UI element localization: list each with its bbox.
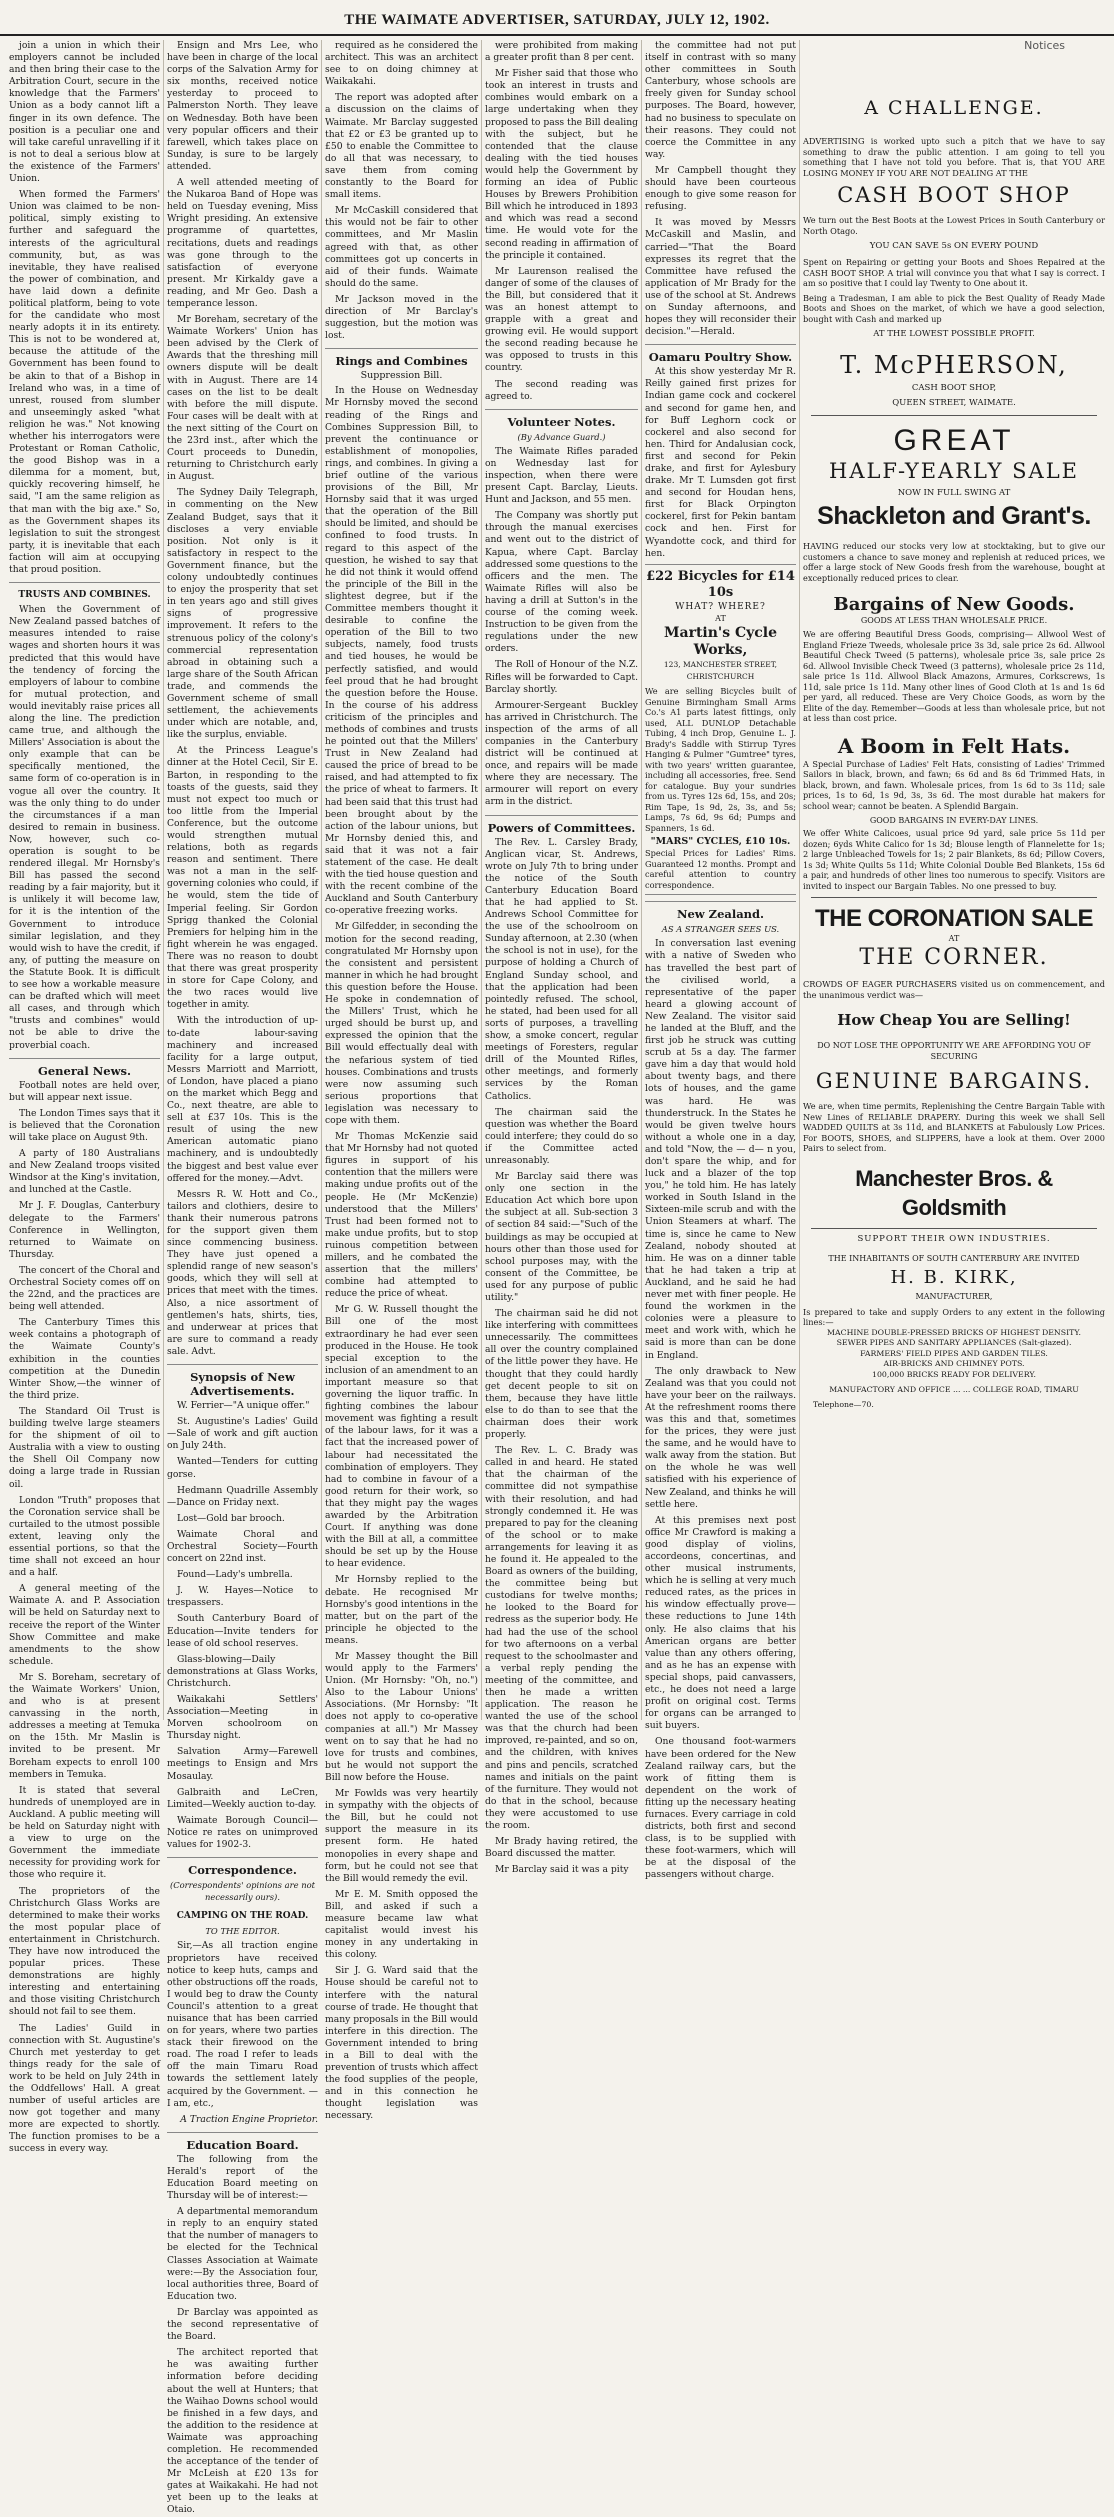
paragraph: Mr Fisher said that those who took an interest in trusts and combines would embark on a large undertaking when they proposed to pass the Bill dealing with the subject, but he contended that the clause dealing with the tied houses would help the Government by forming an idea of Public Houses by Brewers Prohibition Bill which he introduced in 1893 and which was read a second time. He would vote for the second reading in affirmation of the principle it contained.: [485, 68, 638, 261]
bicycle-ad-body: We are selling Bicycles built of Genuine Birmingham Small Arms Co.'s A1 parts latest fittings, only used, ALL DUNLOP Detachable Tubing, 4 inch Drop, Genuine L. J. Brady's Saddle with Stirrup Tyres Hanging & Pulmer "Gumtree" tyres, with two years' written guarantee, including all accessories, free. Send for catalogue. Buy your sundries from us. Tyres 12s 6d, 15s, and 20s; Rim Tape, 1s 9d, 2s, 3s, and 5s; Lamps, 7s 6d, 9s 6d; Pumps and Spanners, 1s 6d.: [645, 686, 796, 833]
paragraph: were prohibited from making a greater profit than 8 per cent.: [485, 40, 638, 64]
inhabitants-line: THE INHABITANTS OF SOUTH CANTERBURY ARE INVITED: [828, 1253, 1080, 1263]
paragraph: Mr Fowlds was very heartily in sympathy with the objects of the Bill, but he could not support the measure in its present form. He hated monopolies in every shape and form, but he could not see that the Bill would remedy the evil.: [325, 1788, 478, 1884]
section-heading-rings-combines: Rings and Combines: [325, 348, 478, 368]
letter-body: Sir,—As all traction engine proprietors have received notice to keep huts, camps and other obstructions off the roads, I would beg to draw the County Council's attention to a great nuisance that has been carried on for years, where two parties stack their firewood on the road. The road I refer to leads off the main Timaru Road towards the settlement lately acquired by the Government. — I am, etc.,: [167, 1940, 318, 2109]
manchester-goldsmith-name: Manchester Bros. & Goldsmith: [855, 1165, 1053, 1220]
paragraph: Mr E. M. Smith opposed the Bill, and asked if such a measure became law what capitalist would invest his money in any undertaking in this colony.: [325, 1888, 478, 1961]
divider: [811, 897, 1097, 898]
now-full-swing: NOW IN FULL SWING AT: [897, 488, 1011, 498]
letter-signature: A Traction Engine Proprietor.: [180, 2113, 318, 2125]
bicycle-ad-shop-name: Martin's Cycle Works,: [664, 624, 777, 658]
news-item: The proprietors of the Christchurch Glass Works are determined to make their works the most popular place of entertainment in Christchurch. They have now introduced the popular prices. These demonstrations are highly interesting and entertaining and those visiting Christchurch should not fail to see them.: [9, 1885, 160, 2018]
bicycle-ad-at: AT: [715, 613, 726, 623]
section-heading-volunteer: Volunteer Notes.: [485, 409, 638, 429]
synopsis-item: Wanted—Tenders for cutting gorse.: [167, 1456, 318, 1480]
section-heading-education-board: Education Board.: [167, 2132, 318, 2152]
good-bargains-body: We offer White Calicoes, usual price 9d yard, sale price 5s 11d per dozen; 6yds White Calico for 1s 3d; Blouse length of Flannelette for 1s; 2 large Unbleached Towels for 1s; 2 pair Blankets, 8s 6d; Pillow Covers, 1s 3d; White Quilts 5s 11d; White Colonial Double Bed Blankets, 15s 6d a pair, and hundreds of other lines too numerous to specify. Visitors are invited to inspect our Bargain Tables. No one pressed to buy.: [803, 828, 1105, 891]
column-1: [6, 40, 163, 2155]
coronation-sale-title: THE CORONATION SALE: [814, 905, 1094, 932]
advertisement-column: [799, 40, 1108, 1720]
coronation-sale-advertisement: [803, 904, 1105, 1222]
masthead: [0, 0, 1114, 36]
news-item: Mr J. F. Douglas, Canterbury delegate to the Farmers' Conference in Wellington, returned to Waimate on Thursday.: [9, 1200, 160, 1260]
news-item: A well attended meeting of the Nukaroa Band of Hope was held on Tuesday evening, Miss Wright presiding. An extensive programme of quartettes, recitations, duets and readings was gone through to the satisfaction of everyone present. Mr Kirkaldy gave a reading, and Mr Geo. Dash a temperance lesson.: [167, 177, 318, 309]
genuine-bargains-title: GENUINE BARGAINS.: [815, 1069, 1093, 1093]
cash-boot-shop-title: CASH BOOT SHOP: [837, 183, 1071, 207]
column-3: [321, 40, 481, 2122]
kirk-body: Is prepared to take and supply Orders to any extent in the following lines:—: [803, 1306, 1105, 1327]
notices-label: Notices: [1024, 39, 1065, 52]
paragraph: The chairman said he did not like interfering with committees unnecessarily. The committees all over the country complained of the little power they have. He thought that they could hardly get decent people to sit on them, because they have little else to do than to see that the chairman does their work properly.: [485, 1308, 638, 1441]
kirk-product: AIR-BRICKS AND CHIMNEY POTS.: [883, 1359, 1025, 1368]
synopsis-item: Waimate Choral and Orchestral Society—Fourth concert on 22nd inst.: [167, 1528, 318, 1565]
paragraph: The second reading was agreed to.: [485, 378, 638, 402]
paragraph: At this show yesterday Mr R. Reilly gained first prizes for Indian game cock and cockerel and second for game hen, and for Buff Leghorn cock or cockerel and also second for hen. Third for Andalusian cock, first and second for Pekin drake, and first for Aylesbury drake. Mr T. Lumsden got first and second for Houdan hens, first for Black Orpington cockerel, first for Pekin bantam cock and hen. First for Wyandotte cock, and third for hen.: [645, 366, 796, 559]
news-item: London "Truth" proposes that the Coronation service shall be curtailed to the utmost possible extent, leaving only the essential portions, so that the time shall not exceed an hour and a half.: [9, 1494, 160, 1579]
paragraph: The Rev. L. C. Brady was called in and heard. He stated that the chairman of the committee did not sympathise with their resolution, and had strongly condemned it. He was prepared to pay for the cleaning of the school or to make arrangements for leaving it as he found it. He appealed to the Board as owners of the building, the committee being but custodians for twelve months; he looked to the Board for redress as the superior body. He had had the use of the school for two afternoons on a verbal request to the schoolmaster and a verbal reply pending the meeting of the committee, and then he made a written application. The reason he wanted the use of the school was that the church had been improved, re-painted, and so on, and the children, with knives and pins and pencils, scratched names and initials on the paint of the furniture. They would not do that in the school, because they were accustomed to use the room.: [485, 1445, 638, 1832]
news-item: Mr S. Boreham, secretary of the Waimate Workers' Union, and who is at present canvassing in the north, addresses a meeting at Temuka on the 15th. Mr Maslin is invited to be present. Mr Boreham expects to enroll 100 members in Temuka.: [9, 1671, 160, 1780]
paragraph: Armourer-Sergeant Buckley has arrived in Christchurch. The inspection of the arms of all companies in the Canterbury district will be continued at once, and repairs will be made where they are necessary. The armourer will report on every arm in the district.: [485, 699, 638, 808]
news-item: Messrs R. W. Hott and Co., tailors and clothiers, desire to thank their numerous patrons for the support given them since commencing business. They have just opened a splendid range of new season's goods, which they will sell at prices that meet with the times. Also, a nice assortment of gentlemen's hats, shirts, ties, and underwear at prices that are sure to command a ready sale. Advt.: [167, 1188, 318, 1357]
bargains-title: Bargains of New Goods.: [833, 594, 1075, 615]
column-4: [481, 40, 641, 1876]
felt-hats-body: A Special Purchase of Ladies' Felt Hats, consisting of Ladies' Trimmed Sailors in black, brown, and fawn; 6s 6d and 8s 6d Trimmed Hats, in black, brown, and fawn. Wholesale prices, from 1s 6d to 3s 11d; sale prices, 1s to 6d, 1s 9d, 3s, 3s 6d. The most durable hat makers for school wear; cannot be beaten. A Splendid Bargain.: [803, 758, 1105, 811]
kirk-product: MACHINE DOUBLE-PRESSED BRICKS OF HIGHEST DENSITY.: [826, 1327, 1081, 1337]
synopsis-item: J. W. Hayes—Notice to trespassers.: [167, 1585, 318, 1609]
news-item: Ensign and Mrs Lee, who have been in charge of the local corps of the Salvation Army for six months, received notice yesterday to proceed to Palmerston North. They leave on Wednesday. Both have been very popular officers and their farewell, which takes place on Sunday, is sure to be largely attended.: [167, 40, 318, 172]
news-item: A party of 180 Australians and New Zealand troops visited Windsor at the King's invitation, and lunched at the Castle.: [9, 1148, 160, 1196]
cash-body-1: We turn out the Best Boots at the Lowest Prices in South Canterbury or North Otago.: [803, 215, 1105, 236]
synopsis-item: Waimate Borough Council—Notice re rates on unimproved values for 1902-3.: [167, 1814, 318, 1851]
news-item: It is stated that several hundreds of unemployed are in Auckland. A public meeting will be held on Saturday night with a view to urge on the Government the immediate necessity for providing work for those who require it.: [9, 1784, 160, 1881]
kirk-product-list: [803, 1328, 1105, 1381]
paragraph: Mr Barclay said there was only one section in the Education Act which bore upon the subject at all. Sub-section 3 of section 84 said:—"Such of the buildings as may be occupied at hours other than those used for school purposes may, with the consent of the Committee, be used for any purpose of public utility.": [485, 1171, 638, 1303]
paragraph: Mr Thomas McKenzie said that Mr Hornsby had not quoted figures in support of his contention that the millers were making undue profits out of the people. He (Mr McKenzie) understood that the Millers' Trust had been formed not to make undue profits, but to stop ruinous competition between millers, and he combated the assertion that the millers' combine had attempted to reduce the price of wheat.: [325, 1131, 478, 1300]
mcpherson-name: T. McPHERSON,: [840, 351, 1068, 379]
kirk-address: MANUFACTORY AND OFFICE ... ... COLLEGE ROAD, TIMARU: [829, 1385, 1079, 1394]
paragraph: The Waimate Rifles paraded on Wednesday last for inspection, when there were present Capt. Barclay, Lieuts. Hunt and Jackson, and 55 men.: [485, 445, 638, 506]
synopsis-item: St. Augustine's Ladies' Guild—Sale of work and gift auction on July 24th.: [167, 1416, 318, 1452]
section-heading-new-zealand: New Zealand.: [645, 901, 796, 921]
paragraph: Mr G. W. Russell thought the Bill one of the most extraordinary he had ever seen produced in the House. He took special exception to the inclusion of an amendment to an important measure so that governing the liquor traffic. In fighting combines the labour movement was fighting a result of the labour laws, for it was a fact that the increased power of labour had necessitated the combination of employers. They had to combine in favour of a good return for their work, so that they might pay the wages awarded by the Arbitration Court. If anything was done with the Bill at all, a committee should be set up by the House to hear evidence.: [325, 1304, 478, 1570]
paragraph: Dr Barclay was appointed as the second representative of the Board.: [167, 2306, 318, 2343]
kirk-product: FARMERS' FIELD PIPES AND GARDEN TILES.: [860, 1348, 1048, 1358]
paragraph: join a union in which their employers cannot be included and then bring their case to the Arbitration Court, secure in the knowledge that the Farmers' Union as a body cannot lift a finger in its own defence. The position is a peculiar one and will take careful unravelling if it is not to deal a serious blow at the existence of the Farmers' Union.: [9, 40, 160, 185]
bicycle-ad-footer: Special Prices for Ladies' Rims. Guaranteed 12 months. Prompt and careful attention to country correspondence.: [645, 848, 796, 890]
section-heading-poultry: Oamaru Poultry Show.: [645, 344, 796, 364]
section-heading-synopsis: Synopsis of New Advertisements.: [167, 1364, 318, 1398]
synopsis-item: Galbraith and LeCren, Limited—Weekly auction to-day.: [167, 1786, 318, 1810]
shackleton-body: HAVING reduced our stocks very low at stocktaking, but to give our customers a chance to save money and replenish at reduced prices, we offer a large stock of New Goods fresh from the warehouse, bought at exceptionally reduced prices to clear.: [803, 541, 1105, 583]
letter-heading: CAMPING ON THE ROAD.: [176, 1911, 309, 1922]
half-yearly-sale-advertisement: [803, 424, 1105, 891]
news-item: At the Princess League's dinner at the Hotel Cecil, Sir E. Barton, in responding to the toasts of the guests, said they must not expect too much or too little from the Imperial Conference, but the outcome would strengthen mutual relations, both as regards reason and sentiment. There was not a man in the self-governing colonies who could, if he would, stem the tide of Imperial feeling. Sir Gordon Sprigg thanked the Colonial Premiers for helping him in the fight wherein he was engaged. There was no reason to doubt that there was great prosperity in store for Cape Colony, and the two races would live together in amity.: [167, 745, 318, 1011]
paragraph: At this premises next post office Mr Crawford is making a good display of violins, accordeons, concertinas, and other musical instruments, which he is selling at very much reduced rates, as the prices in his window effectually prove—these reductions to June 14th only. He also claims that his American organs are better value than any others offering, and as he has an expense with special shops, paid canvassers, etc., he does not need a large profit on original cost. Terms for organs can be arranged to suit buyers.: [645, 1514, 796, 1732]
paragraph: Mr Massey thought the Bill would apply to the Farmers' Union. (Mr Hornsby: "Oh, no.") Also to the Labour Unions' Associations. (Mr Hornsby: "It does not apply to co-operative companies at all.") Mr Massey went on to say that he had no love for trusts and combines, but he would not support the Bill now before the House.: [325, 1651, 478, 1783]
kirk-advertisement: [803, 1234, 1105, 1411]
how-cheap-slogan: How Cheap You are Selling!: [837, 1011, 1071, 1029]
news-item: A general meeting of the Waimate A. and P. Association will be held on Saturday next to receive the report of the Winter Show Committee and make amendments to the show schedule.: [9, 1583, 160, 1667]
news-item: Football notes are held over, but will appear next issue.: [9, 1079, 160, 1103]
synopsis-item: W. Ferrier—"A unique offer.": [177, 1400, 310, 1412]
paragraph: When the Government of New Zealand passed batches of measures intended to raise wages and shorten hours it was predicted that this would have the tendency of forcing the employers of labour to combine for mutual protection, and would inevitably raise prices all along the line. The prediction came true, and although the Millers' Association is about the only example that can be specifically mentioned, the same form of co-operation is in vogue all over the country. It was the only thing to do under the circumstances if a man desired to remain in business. Now, however, such co-operation is sought to be rendered illegal. Mr Hornsby's Bill has passed the second reading by a fair majority, but it is unlikely it will become law, for it is the intention of the Government to introduce similar legislation, and they would wish to have the credit, if any, of putting the measure on the Statute Book. It is difficult to see how a workable measure can be drafted which will meet all cases, and through which "trusts and combines" would not be able to drive the proverbial coach.: [9, 604, 160, 1051]
column-5: [641, 40, 799, 1881]
bargains-subtitle: GOODS AT LESS THAN WHOLESALE PRICE.: [860, 616, 1048, 625]
paragraph: Mr Brady having retired, the Board discussed the matter.: [485, 1836, 638, 1860]
section-heading-correspondence: Correspondence.: [167, 1857, 318, 1877]
news-item: The concert of the Choral and Orchestral Society comes off on the 22nd, and the practices are being well attended.: [9, 1264, 160, 1313]
challenge-title: A CHALLENGE.: [864, 97, 1044, 119]
section-heading-committees: Powers of Committees.: [485, 815, 638, 835]
section-subheading: Suppression Bill.: [360, 370, 443, 382]
paragraph: The report was adopted after a discussion on the claims of Waimate. Mr Barclay suggested that £2 or £3 be granted up to £50 to enable the Committee to do all that was necessary, to save them from coming constantly to the Board for small items.: [325, 92, 478, 201]
paragraph: Mr Jackson moved in the direction of Mr Barclay's suggestion, but the motion was lost.: [325, 293, 478, 342]
synopsis-item: South Canterbury Board of Education—Invite tenders for lease of old school reserves.: [167, 1613, 318, 1649]
half-yearly-heading: HALF-YEARLY SALE: [829, 459, 1079, 483]
paragraph: It was moved by Messrs McCaskill and Maslin, and carried—"That the Board expresses its regret that the Committee have refused the application of Mr Brady for the use of the school at St. Andrews on Sunday afternoons, and hopes they will reconsider their decision."—Herald.: [645, 217, 796, 338]
synopsis-item: Found—Lady's umbrella.: [177, 1569, 293, 1581]
paragraph: The Rev. L. Carsley Brady, Anglican vicar, St. Andrews, wrote on July 7th to bring under the notice of the South Canterbury Education Board that he had applied to St. Andrews School Committee for the use of the schoolroom on Sunday afternoon, at 2.30 (when the school is not in use), for the purpose of holding a Church of England Sunday school, and that the application had been pointedly refused. The school, he stated, had been used for all sorts of purposes, a travelling show, a smoke concert, regular meetings of Foresters, regular drill of the Mounted Rifles, other meetings, and formerly services by the Roman Catholics.: [485, 836, 638, 1102]
divider: [811, 415, 1097, 416]
synopsis-item: Salvation Army—Farewell meetings to Ensign and Mrs Mosaulay.: [167, 1746, 318, 1782]
bicycle-advertisement: [645, 564, 796, 895]
mcpherson-shop: CASH BOOT SHOP,: [911, 383, 997, 393]
bicycle-ad-address: 123, MANCHESTER STREET, CHRISTCHURCH: [663, 659, 778, 682]
synopsis-item: Lost—Gold bar brooch.: [177, 1512, 285, 1524]
synopsis-item: Glass-blowing—Daily demonstrations at Glass Works, Christchurch.: [167, 1653, 318, 1689]
kirk-product: SEWER PIPES AND SANITARY APPLIANCES (Salt-glazed).: [836, 1338, 1072, 1347]
challenge-body: ADVERTISING is worked upto such a pitch that we have to say something to draw the public attention. I am going to tell you something that I have not told you before. That is, that YOU ARE LOSING MONEY IF YOU ARE NOT DEALING AT THE: [803, 136, 1105, 178]
good-bargains-heading: GOOD BARGAINS IN EVERY-DAY LINES.: [869, 816, 1039, 825]
news-item: The Ladies' Guild in connection with St. Augustine's Church met yesterday to get things ready for the sale of work to be held on July 24th in the Oddfellows' Hall. A great number of useful articles are now got together and many more are expected to shortly. The function promises to be a success in every way.: [9, 2022, 160, 2155]
paragraph: The chairman said the question was whether the Board could interfere; they could do so if the Committee acted unreasonably.: [485, 1106, 638, 1166]
challenge-advertisement: [803, 95, 1105, 409]
paragraph: The following from the Herald's report of the Education Board meeting on Thursday will be of interest:—: [167, 2153, 318, 2202]
paragraph: The Company was shortly put through the manual exercises and went out to the district of Kapua, where Capt. Barclay addressed some questions to the officers and the men. The Waimate Rifles will also be having a drill at Sutton's in the course of the coming week. Instruction to be given from the regulations under the new orders.: [485, 510, 638, 655]
news-item: The Standard Oil Trust is building twelve large steamers for the shipment of oil to Australia with a view to ousting the Shell Oil Company now doing a large trade in Russian oil.: [9, 1405, 160, 1490]
support-industries: SUPPORT THEIR OWN INDUSTRIES.: [857, 1233, 1051, 1244]
paragraph: Mr Campbell thought they should have been courteous enough to give some reason for refusing.: [645, 164, 796, 213]
paragraph: The only drawback to New Zealand was that you could not have your beer on the railways. At the refreshment rooms there was this and that, sometimes for the prices, they were just the same, and he would have to walk away from the station. But on the whole he was well satisfied with his experience of New Zealand, and thinks he will settle here.: [645, 1365, 796, 1510]
synopsis-item: Waikakahi Settlers' Association—Meeting in Morven schoolroom on Thursday night.: [167, 1694, 318, 1742]
cash-body-2: Spent on Repairing or getting your Boots and Shoes Repaired at the CASH BOOT SHOP. A trial will convince you that what I say is correct. I am so positive that I could lay Twenty to One about it.: [803, 257, 1105, 288]
paragraph: Mr Gilfedder, in seconding the motion for the second reading, congratulated Mr Hornsby upon the consistent and persistent manner in which he had brought this question before the House. He spoke in condemnation of the Millers' Trust, which he urged should be burst up, and expressed the opinion that the Bill would effectually deal with the nefarious system of tied houses. Combinations and trusts were now assuming such serious proportions that legislation was necessary to cope with them.: [325, 921, 478, 1126]
paragraph: In conversation last evening with a native of Sweden who has travelled the best part of the civilised world, a representative of the paper heard a glowing account of New Zealand. The visitor said he landed at the Bluff, and the first job he struck was cutting scrub at 5s a day. The farmer gave him a day that would hold about twenty bags, and there lots of houses, and the game was hard. He was thunderstruck. In the States he would be given twelve hours without a whole one in a day, and told "Now, the — d— n you, don't spare the whip, and for luck and a blazer of the top you," he told him. He has lately worked in South Island in the Sixteen-mile scrub and with the Union Steamers at wharf. The time is, since he came to New Zealand, nobody shouted at him. He was on a dinner table that he had taken a trip at Auckland, and he said he had never met with finer people. He found the workmen in the colonies were a pleasure to meet and work with, which he said is more than can be done in England.: [645, 938, 796, 1361]
bicycle-ad-tagline: "MARS" CYCLES, £10 10s.: [650, 836, 791, 848]
bargains-body: We are offering Beautiful Dress Goods, comprising— Allwool West of England Frieze Tweeds, wholesale price 3s 3d, sale price 2s 6d. Allwool Beautiful Check Tweed (5 patterns), wholesale price 3s, sale price 2s 6d. Allwool Invisible Check Tweed (3 patterns), wholesale price 2s 11d, sale price 1s 11d. Allwool Black Amazons, Armures, Corkscrews, 1s 11d, sale price 1s 11d. Many other lines of Good Cloth at 1s and 1s 6d per yard, all reduced. These are Very Choice Goods, as worn by the Elite of the day. Remember—Goods at less than wholesale price, but not at less than cost price.: [803, 629, 1105, 723]
do-not-lose-line: DO NOT LOSE THE OPPORTUNITY WE ARE AFFORDING YOU OF SECURING: [817, 1041, 1091, 1061]
news-item: The Sydney Daily Telegraph, in commenting on the New Zealand Budget, says that it discloses a very enviable position. Not only is it satisfactory in respect to the Government finance, but the colony undoubtedly continues to enjoy the prosperity that set in ten years ago and still gives signs of progressive improvement. It refers to the strenuous policy of the colony's commercial representation abroad in obtaining such a large share of the South African trade, and commends the Government scheme of small settlement, the achievements under which are notable, and, like the surplus, enviable.: [167, 487, 318, 741]
news-item: The London Times says that it is believed that the Coronation will take place on August 9th.: [9, 1107, 160, 1143]
paragraph: One thousand foot-warmers have been ordered for the New Zealand railway cars, but the work of fitting them is dependent on the work of fitting up the necessary heating furnaces. Every carriage in cold districts, both first and second class, is to be supplied with these foot-warmers, which will be at the disposal of the passengers without charge.: [645, 1736, 796, 1881]
great-heading: GREAT: [893, 424, 1015, 457]
paragraph: Mr Hornsby replied to the debate. He recognised Mr Hornsby's good intentions in the matter, but on the part of the principle he objected to the means.: [325, 1574, 478, 1646]
section-heading-trusts: TRUSTS AND COMBINES.: [9, 582, 160, 602]
news-item: Mr Boreham, secretary of the Waimate Workers' Union has been advised by the Clerk of Awards that the threshing mill owners dispute will be dealt with in August. There are 14 cases on the list to be dealt with before the mill dispute. Four cases will be dealt with at the next sitting of the Court on the 23rd inst., after which the Court proceeds to Dunedin, returning to Christchurch early in August.: [167, 314, 318, 483]
newspaper-columns: [6, 39, 1108, 2516]
genuine-bargains-body: We are, when time permits, Replenishing the Centre Bargain Table with New Lines of RELIABLE DRAPERY. During this week we shall Sell WADDED QUILTS at 3s 11d, and BLANKETS at Fabulously Low Prices. For BOOTS, SHOES, and SLIPPERS, have a look at them. Over 2000 Pairs to select from.: [803, 1101, 1105, 1153]
paragraph: The architect reported that he was awaiting further information before deciding about the well at Hunters; that the Waihao Downs school would be finished in a few days, and the addition to the residence at Waimate was approaching completion. He recommended the acceptance of the tender of Mr McLeish at £20 13s for gates at Waikakahi. He had not yet been up to the leaks at Otaio.: [167, 2347, 318, 2516]
section-byline: (By Advance Guard.): [517, 431, 606, 442]
synopsis-item: Hedmann Quadrille Assembly—Dance on Friday next.: [167, 1484, 318, 1508]
cash-save-line: YOU CAN SAVE 5s ON EVERY POUND: [869, 241, 1039, 251]
paragraph: A departmental memorandum in reply to an enquiry stated that the number of managers to be elected for the Technical Classes Association at Waimate were:—By the Association four, local authorities three, Board of Education two.: [167, 2206, 318, 2302]
kirk-product: 100,000 BRICKS READY FOR DELIVERY.: [871, 1369, 1036, 1379]
section-subheading: AS A STRANGER SEES US.: [661, 924, 780, 935]
paragraph: required as he considered the architect. This was an architect see to on doing chimney at Waikakahi.: [325, 40, 478, 88]
news-item: With the introduction of up-to-date labour-saving machinery and increased facility for a large output, Messrs Marriott and Marriott, of London, have placed a piano on the market which Begg and Co., next theatre, are able to sell at £37 10s. This is the result of using the new American automatic piano machinery, and is undoubtedly the biggest and best value ever offered for the money.—Advt.: [167, 1015, 318, 1184]
paragraph: Sir J. G. Ward said that the House should be careful not to interfere with the natural course of trade. He thought that many proposals in the Bill would interfere in this direction. The Government intended to bring in a Bill to deal with the prevention of trusts which affect the food supplies of the people, and in this connection he thought legislation was necessary.: [325, 1965, 478, 2122]
column-2: [163, 40, 321, 2516]
kirk-telephone: Telephone—70.: [813, 1400, 874, 1409]
coronation-at: AT: [948, 934, 960, 943]
paragraph: When formed the Farmers' Union was claimed to be non-political, simply existing to further and safeguard the interests of the agricultural community, but, as was inevitable, they have realised the power of combination, and have laid down a definite political platform, being to vote for the candidate who most nearly adopts it in its entirety. This is not to be wondered at, because the attitude of the Government has been found to be akin to that of a Bishop in Ireland who was, in a time of unrest, roused from slumber and unseemingly asked "what religion he was." Not knowing whether his interrogators were Protestant or Roman Catholic, the good Bishop was in a dilemma for a moment, but, quickly recovering himself, he said, "I am the same religion as that man with the big axe." So, as the Government shapes its legislation to suit the strongest party, it is inevitable that each faction will aim at occupying that proud position.: [9, 189, 160, 576]
mcpherson-address: QUEEN STREET, WAIMATE.: [892, 398, 1016, 408]
section-heading-general-news: General News.: [9, 1058, 160, 1078]
crowds-body: CROWDS OF EAGER PURCHASERS visited us on commencement, and the unanimous verdict was—: [803, 979, 1105, 1000]
kirk-name: H. B. KIRK,: [890, 1266, 1018, 1288]
paragraph: Mr McCaskill considered that this would not be fair to other committees, and Mr Maslin agreed with that, as other committees got up concerts in aid of their funds. Waimate should do the same.: [325, 205, 478, 289]
correspondence-note: (Correspondents' opinions are not necessarily ours).: [169, 1880, 316, 1903]
paragraph: In the House on Wednesday Mr Hornsby moved the second reading of the Rings and Combines Suppression Bill, to prevent the continuance or establishment of monopolies, rings, and combines. In giving a brief outline of the various provisions of the Bill, Mr Hornsby said that it was urged that the operation of the Bill should be limited, and should be confined to food trusts. In regard to this aspect of the question, he wished to say that he did not think it would offend the principle of the Bill in the slightest degree, but if the Committee members thought it desirable to confine the operation of the Bill to two subjects, namely, food trusts and tied houses, he would be perfectly satisfied, and would feel proud that he had brought the question before the House. In the course of his address criticism of the principles and methods of combines and trusts he pointed out that the Millers' Trust in New Zealand had caused the price of bread to be raised, and had attempted to fix the price of wheat to farmers. It had been said that this trust had been brought about by the action of the labour unions, but Mr Hornsby denied this, and said that it was not a fair statement of the case. He dealt with the tied house question and with the recent combine of the Auckland and South Canterbury co-operative freezing works.: [325, 385, 478, 917]
bicycle-ad-headline: £22 Bicycles for £14 10s: [646, 568, 795, 600]
paragraph: Mr Laurenson realised the danger of some of the clauses of the Bill, but considered that it was an honest attempt to grapple with a great and growing evil. He would support the second reading because he was opposed to trusts in this country.: [485, 265, 638, 374]
the-corner-title: THE CORNER.: [859, 945, 1049, 970]
paragraph: the committee had not put itself in contrast with so many other committees in South Canterbury, whose schools are freely given for Sunday school purposes. The Board, however, had no business to speculate on their reasons. They could not coerce the Committee in any way.: [645, 40, 796, 160]
kirk-role: MANUFACTURER,: [915, 1291, 993, 1301]
news-item: The Canterbury Times this week contains a photograph of the Waimate County's exhibition in the counties competition at the Dunedin Winter Show,—the winner of the third prize.: [9, 1317, 160, 1401]
shackleton-grant-name: Shackleton and Grant's.: [817, 502, 1091, 530]
cash-body-3: Being a Tradesman, I am able to pick the Best Quality of Ready Made Boots and Shoes on the market, of which we have a good selection, bought with Cash and marked up: [803, 292, 1105, 324]
masthead-title: THE WAIMATE ADVERTISER, SATURDAY, JULY 12, 1902.: [344, 12, 770, 28]
divider: [811, 1228, 1097, 1229]
paragraph: Mr Barclay said it was a pity: [495, 1864, 629, 1876]
felt-hats-title: A Boom in Felt Hats.: [837, 733, 1071, 758]
letter-salutation-head: TO THE EDITOR.: [205, 1926, 280, 1937]
bicycle-ad-question: WHAT? WHERE?: [675, 601, 766, 612]
paragraph: The Roll of Honour of the N.Z. Rifles will be forwarded to Capt. Barclay shortly.: [485, 659, 638, 695]
cash-lowest-profit: AT THE LOWEST POSSIBLE PROFIT.: [873, 329, 1035, 339]
